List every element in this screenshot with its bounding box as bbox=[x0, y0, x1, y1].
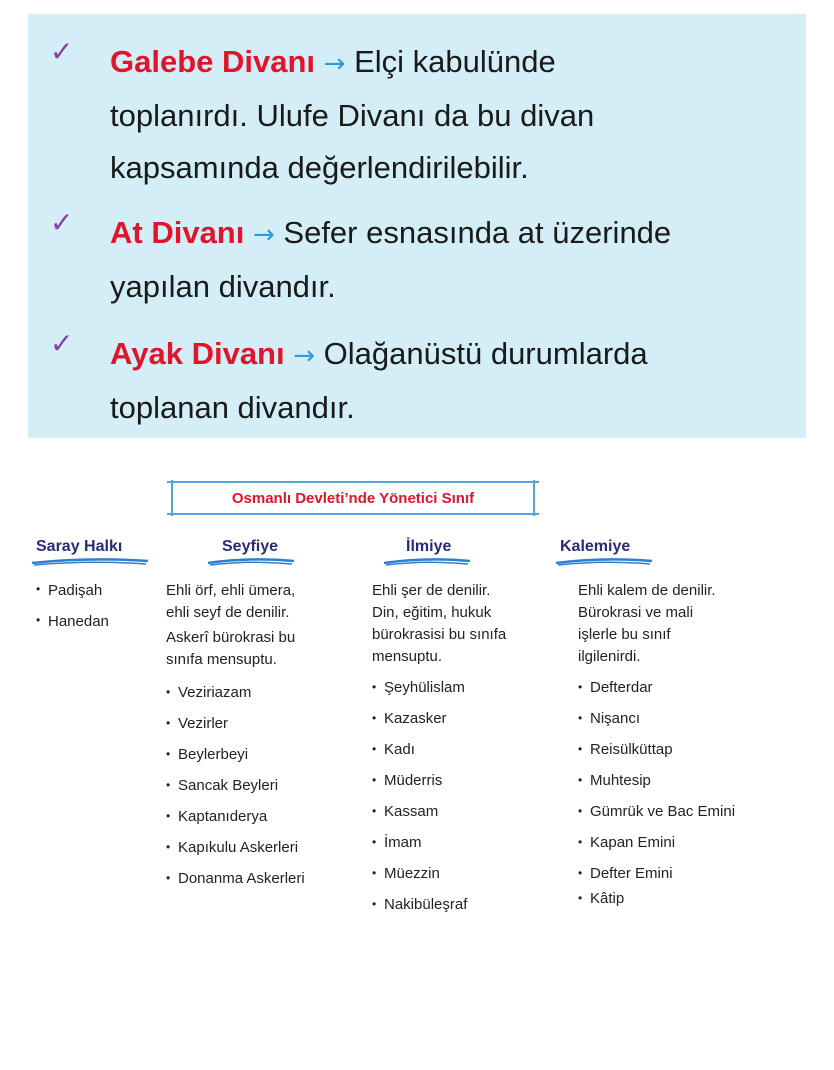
list-item: • Reisülküttap bbox=[578, 734, 798, 765]
check-icon: ✓ bbox=[50, 327, 74, 360]
arrow-right-icon: → bbox=[252, 220, 275, 250]
desc-line: işlerle bu sınıf bbox=[578, 626, 671, 643]
section-title-box bbox=[167, 481, 539, 515]
desc-line: Ehli kalem de denilir. bbox=[578, 582, 716, 599]
divan-desc-line: Sefer esnasında at üzerinde bbox=[283, 215, 672, 250]
list-item: • Kapan Emini bbox=[578, 827, 798, 858]
list-item: • Veziriazam bbox=[166, 677, 356, 708]
column-heading-text: İlmiye bbox=[406, 538, 452, 555]
divan-desc-line: toplanırdı. Ulufe Divanı da bu divan bbox=[110, 98, 595, 133]
column-heading bbox=[222, 538, 278, 556]
list-item: • Vezirler bbox=[166, 708, 356, 739]
seyfiye-description bbox=[166, 580, 356, 671]
list-item: • Kadı bbox=[372, 734, 562, 765]
list-item: • Defter Emini bbox=[578, 858, 798, 883]
divan-desc-line: toplanan divandır. bbox=[110, 390, 355, 425]
desc-line: ehli seyf de denilir. bbox=[166, 604, 290, 621]
heading-underline bbox=[206, 555, 296, 567]
arrow-right-icon: → bbox=[323, 49, 346, 79]
list-item: • Muhtesip bbox=[578, 765, 798, 796]
list-item: • Beylerbeyi bbox=[166, 739, 356, 770]
column-heading-text: Saray Halkı bbox=[36, 538, 123, 555]
column-heading-text: Kalemiye bbox=[560, 538, 631, 555]
list-item: • Şeyhülislam bbox=[372, 672, 562, 703]
list-item: • Kapıkulu Askerleri bbox=[166, 832, 356, 863]
divan-info-box bbox=[28, 14, 806, 438]
list-item: • Nişancı bbox=[578, 703, 798, 734]
ilmiye-description bbox=[372, 580, 562, 668]
ilmiye-list bbox=[372, 672, 562, 920]
divan-term: At Divanı bbox=[110, 215, 245, 250]
check-icon: ✓ bbox=[50, 35, 74, 68]
arrow-right-icon: → bbox=[293, 341, 316, 371]
list-item: • Müezzin bbox=[372, 858, 562, 889]
desc-line: mensuptu. bbox=[372, 648, 443, 665]
check-icon: ✓ bbox=[50, 206, 74, 239]
column-heading bbox=[36, 538, 122, 556]
list-item: • İmam bbox=[372, 827, 562, 858]
kalemiye-description bbox=[578, 580, 798, 668]
list-item: • Sancak Beyleri bbox=[166, 770, 356, 801]
desc-line: Askerî bürokrasi bu bbox=[166, 629, 296, 646]
list-item: • Nakibüleşraf bbox=[372, 889, 562, 920]
column-heading bbox=[406, 538, 451, 556]
list-item: • Donanma Askerleri bbox=[166, 863, 356, 894]
saray-halki-list bbox=[36, 582, 156, 644]
divan-desc-line: Olağanüstü durumlarda bbox=[323, 336, 648, 371]
list-item: • Kassam bbox=[372, 796, 562, 827]
divan-desc-line: yapılan divandır. bbox=[110, 269, 336, 304]
desc-line: bürokrasisi bu sınıfa bbox=[372, 626, 507, 643]
column-saray-halki bbox=[36, 538, 156, 644]
seyfiye-list bbox=[166, 677, 356, 894]
column-heading-text: Seyfiye bbox=[222, 538, 279, 555]
desc-line: Bürokrasi ve mali bbox=[578, 604, 694, 621]
section-title: Osmanlı Devleti’nde Yönetici Sınıf bbox=[231, 489, 475, 507]
list-item: • Kazasker bbox=[372, 703, 562, 734]
heading-underline bbox=[382, 555, 472, 567]
desc-line: ilgilenirdi. bbox=[578, 648, 641, 665]
list-item: • Gümrük ve Bac Emini bbox=[578, 796, 798, 827]
list-item: • Kaptanıderya bbox=[166, 801, 356, 832]
desc-line: Din, eğitim, hukuk bbox=[372, 604, 492, 621]
heading-underline bbox=[30, 555, 150, 567]
column-kalemiye bbox=[560, 538, 798, 914]
divan-desc-line: kapsamında değerlendirilebilir. bbox=[110, 150, 529, 185]
list-item: • Padişah bbox=[36, 582, 156, 613]
divan-term: Galebe Divanı bbox=[110, 44, 316, 79]
column-ilmiye bbox=[372, 538, 562, 920]
kalemiye-list bbox=[578, 672, 798, 914]
list-item: • Müderris bbox=[372, 765, 562, 796]
column-seyfiye bbox=[166, 538, 356, 894]
list-item: • Kâtip bbox=[578, 883, 798, 914]
desc-line: Ehli örf, ehli ümera, bbox=[166, 582, 296, 599]
desc-line: sınıfa mensuptu. bbox=[166, 651, 277, 668]
list-item: • Hanedan bbox=[36, 613, 156, 644]
list-item: • Defterdar bbox=[578, 672, 798, 703]
desc-line: Ehli şer de denilir. bbox=[372, 582, 491, 599]
heading-underline bbox=[554, 555, 654, 567]
divan-desc-line: Elçi kabulünde bbox=[354, 44, 556, 79]
column-heading bbox=[560, 538, 630, 556]
divan-term: Ayak Divanı bbox=[110, 336, 285, 371]
